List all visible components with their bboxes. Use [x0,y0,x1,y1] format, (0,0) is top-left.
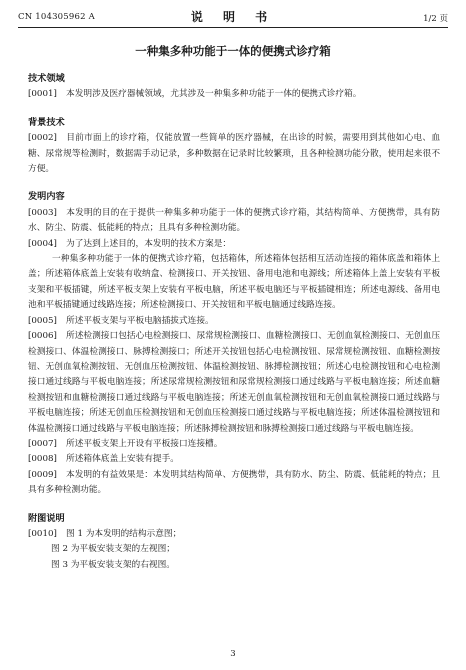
section-heading-tech-field: 技术领域 [28,73,65,84]
section-heading-background: 背景技术 [28,116,65,128]
paragraph-0005 [28,314,440,329]
paragraph-text: 所述箱体底盖上安装有提手。 [66,454,179,465]
paragraph-0010 [28,527,440,542]
paragraph-number: [0009] [28,469,57,480]
page-count: 1/2 页 [423,14,448,24]
paragraph-0006 [28,329,440,437]
paragraph-0002 [28,131,440,177]
paragraph-number: [0008] [28,454,57,465]
paragraph-0004 [28,237,440,252]
document-type: 说 明 书 [190,10,276,24]
paragraph-text: 所述检测接口包括心电检测接口、尿常规检测接口、血糖检测接口、无创血氧检测接口、无创血压检测接口、体温检测接口、脉搏检测接口；所述开关按钮包括心电检测按钮、尿常规检测按钮、血糖检测按钮、无创血氧检测按钮、无创血压检测按钮、体温检测按钮、脉搏检测按钮；所述心电检测按钮和心电检测接口通过线路与平板电脑连接；所述尿常规检测按钮和尿常规检测接口通过线路与平板电脑连接；所述血糖检测按钮和血糖检测接口通过线路与平板电脑连接；所述无创血氧检测按钮和无创血氧检测接口通过线路与平板电脑连接；所述无创血压检测按钮和无创血压检测接口通过线路与平板电脑连接；所述体温检测按钮和体温检测接口通过线路与平板电脑连接；所述脉搏检测按钮和脉搏检测接口通过线路与平板电脑连接。 [28,331,440,434]
paragraph-text: 所述平板支架与平板电脑插拔式连接。 [66,315,214,326]
paragraph-number: [0002] [28,133,57,144]
section-heading-drawings: 附图说明 [28,512,65,524]
paragraph-number: [0005] [28,315,57,326]
paragraph-0008 [28,452,440,467]
paragraph-text: 图 1 为本发明的结构示意图； [66,528,182,539]
paragraph-text: 本发明涉及医疗器械领域，尤其涉及一种集多种功能于一体的便携式诊疗箱。 [66,89,362,100]
paragraph-text: 目前市面上的诊疗箱，仅能放置一些简单的医疗器械，在出诊的时候，需要用到其他如心电、血糖、尿常规等检测时，数据需手动记录，多种数据在记录时比较繁琐，且各种检测功能分散，使用起来很不方便。 [28,133,440,175]
paragraph-number: [0004] [28,238,57,249]
paragraph-text: 本发明的有益效果是：本发明其结构简单、方便携带，具有防水、防尘、防震、低能耗的特点；且具有多种检测功能。 [28,469,440,496]
paragraph-text: 为了达到上述目的，本发明的技术方案是： [66,238,232,249]
document-body [28,71,440,573]
paragraph-number: [0006] [28,331,57,342]
paragraph-text: 所述平板支架上开设有平板接口连接槽。 [66,438,223,449]
paragraph-number: [0010] [28,528,57,539]
paragraph-0009 [28,468,440,499]
document-number: CN 104305962 A [18,12,95,22]
paragraph-text: 本发明的目的在于提供一种集多种功能于一体的便携式诊疗箱，其结构简单、方便携带，具有防水、防尘、防震、低能耗的特点；且具有多种检测功能。 [28,207,440,234]
document-title: 一种集多种功能于一体的便携式诊疗箱 [135,44,331,58]
figure-2-description: 图 2 为平板安装支架的左视图； [51,544,175,555]
paragraph-number: [0007] [28,438,57,449]
paragraph-0001 [28,87,440,102]
paragraph-0007 [28,437,440,452]
paragraph-0003 [28,206,440,237]
paragraph-0004-body: 一种集多种功能于一体的便携式诊疗箱，包括箱体，所述箱体包括相互活动连接的箱体底盖和箱体上盖；所述箱体底盖上安装有收纳盒、检测接口、开关按钮、备用电池和电源线；所述箱体上盖上安装有平板支架和平板插键，所述平板支架上安装有平板电脑，所述平板电脑还与平板插键相连；所述电源线、备用电池和平板插键通过线路连接；所述检测接口、开关按钮和平板电脑通过线路连接。 [28,254,440,311]
page-number: 3 [230,649,236,659]
section-heading-content: 发明内容 [28,191,65,203]
paragraph-number: [0001] [28,89,57,100]
paragraph-number: [0003] [28,207,57,218]
figure-3-description: 图 3 为平板安装支架的右视图。 [51,559,175,570]
header-divider [18,27,448,28]
